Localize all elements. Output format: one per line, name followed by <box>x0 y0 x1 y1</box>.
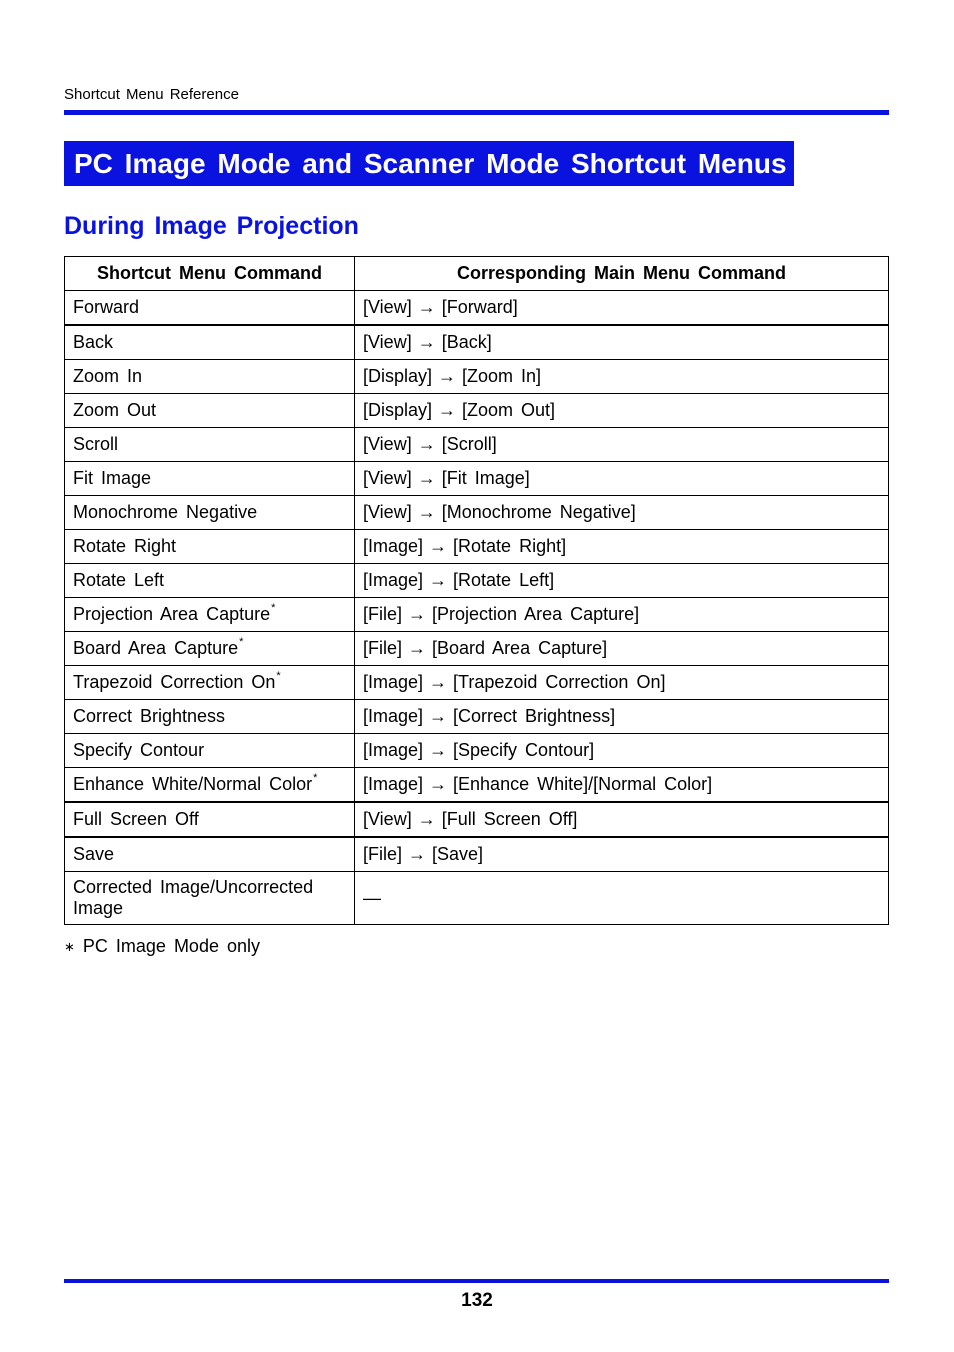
pc-mode-only-marker: * <box>313 772 318 784</box>
table-row <box>65 325 889 360</box>
main-menu-name: [Image] <box>363 774 424 794</box>
main-menu-item: [Zoom Out] <box>462 400 556 420</box>
main-menu-command-cell <box>355 802 889 837</box>
main-menu-name: [Image] <box>363 570 424 590</box>
main-menu-item: [Fit Image] <box>441 468 530 488</box>
right-arrow-icon: → <box>417 434 436 454</box>
section-title: During Image Projection <box>64 212 359 240</box>
right-arrow-icon: → <box>417 809 436 829</box>
table-row <box>65 564 889 598</box>
main-menu-command-cell <box>355 564 889 598</box>
main-menu-command-cell <box>355 325 889 360</box>
table-row <box>65 394 889 428</box>
shortcut-command-label: Fit Image <box>73 468 152 488</box>
right-arrow-icon: → <box>417 468 436 488</box>
shortcut-command-cell <box>65 837 355 872</box>
main-menu-name: [View] <box>363 332 412 352</box>
chapter-title: PC Image Mode and Scanner Mode Shortcut Menus <box>64 141 794 186</box>
shortcut-command-label: Monochrome Negative <box>73 502 258 522</box>
shortcut-command-label: Rotate Right <box>73 536 177 556</box>
shortcut-command-cell <box>65 462 355 496</box>
shortcut-command-label: Enhance White/Normal Color <box>73 774 313 794</box>
shortcut-command-label: Projection Area Capture <box>73 604 271 624</box>
footnote-text: PC Image Mode only <box>82 936 260 956</box>
shortcut-command-cell <box>65 394 355 428</box>
main-menu-item: [Specify Contour] <box>453 740 595 760</box>
table-row <box>65 360 889 394</box>
footnote <box>64 936 260 957</box>
shortcut-command-label: Trapezoid Correction On <box>73 672 276 692</box>
right-arrow-icon: → <box>429 774 448 794</box>
main-menu-name: [View] <box>363 434 412 454</box>
no-equivalent-dash: — <box>363 887 381 908</box>
shortcut-command-cell <box>65 564 355 598</box>
shortcut-command-cell <box>65 768 355 803</box>
table-row <box>65 666 889 700</box>
main-menu-item: [Full Screen Off] <box>441 809 578 829</box>
shortcut-command-cell <box>65 632 355 666</box>
shortcut-command-label: Full Screen Off <box>73 809 199 829</box>
right-arrow-icon: → <box>429 536 448 556</box>
shortcut-command-cell <box>65 666 355 700</box>
main-menu-item: [Scroll] <box>441 434 497 454</box>
shortcut-command-cell <box>65 598 355 632</box>
main-menu-command-cell <box>355 768 889 803</box>
main-menu-item: [Trapezoid Correction On] <box>453 672 666 692</box>
column-header-shortcut: Shortcut Menu Command <box>65 257 355 291</box>
page-number: 132 <box>461 1290 493 1311</box>
shortcut-command-label: Back <box>73 332 114 352</box>
table-row <box>65 530 889 564</box>
shortcut-command-label: Correct Brightness <box>73 706 226 726</box>
footer-rule <box>64 1279 889 1283</box>
table-row <box>65 598 889 632</box>
main-menu-name: [View] <box>363 809 412 829</box>
main-menu-item: [Correct Brightness] <box>453 706 616 726</box>
main-menu-name: [View] <box>363 468 412 488</box>
table-header-row <box>65 257 889 291</box>
main-menu-name: [Image] <box>363 672 424 692</box>
header-rule <box>64 110 889 115</box>
table-row <box>65 462 889 496</box>
main-menu-item: [Rotate Left] <box>453 570 555 590</box>
main-menu-name: [File] <box>363 844 403 864</box>
main-menu-command-cell <box>355 360 889 394</box>
shortcut-command-table <box>64 256 889 925</box>
shortcut-command-label: Save <box>73 844 115 864</box>
right-arrow-icon: → <box>417 502 436 522</box>
right-arrow-icon: → <box>408 604 427 624</box>
right-arrow-icon: → <box>429 570 448 590</box>
main-menu-item: [Save] <box>432 844 484 864</box>
main-menu-item: [Zoom In] <box>462 366 542 386</box>
shortcut-command-cell <box>65 496 355 530</box>
pc-mode-only-marker: * <box>271 602 276 614</box>
main-menu-command-cell <box>355 872 889 925</box>
shortcut-command-cell <box>65 428 355 462</box>
main-menu-name: [Image] <box>363 536 424 556</box>
main-menu-item: [Enhance White]/[Normal Color] <box>453 774 713 794</box>
right-arrow-icon: → <box>429 672 448 692</box>
pc-mode-only-marker: * <box>239 636 244 648</box>
main-menu-command-cell <box>355 291 889 326</box>
shortcut-command-label: Board Area Capture <box>73 638 239 658</box>
table-row <box>65 802 889 837</box>
main-menu-command-cell <box>355 837 889 872</box>
table-row <box>65 632 889 666</box>
right-arrow-icon: → <box>408 844 427 864</box>
main-menu-name: [View] <box>363 297 412 317</box>
main-menu-command-cell <box>355 462 889 496</box>
main-menu-name: [Display] <box>363 366 433 386</box>
right-arrow-icon: → <box>438 400 457 420</box>
main-menu-command-cell <box>355 666 889 700</box>
shortcut-command-cell <box>65 325 355 360</box>
right-arrow-icon: → <box>429 740 448 760</box>
table-row <box>65 700 889 734</box>
shortcut-command-label: Rotate Left <box>73 570 165 590</box>
main-menu-name: [Image] <box>363 706 424 726</box>
main-menu-item: [Back] <box>441 332 492 352</box>
shortcut-command-label: Forward <box>73 297 140 317</box>
shortcut-command-label: Corrected Image/Uncorrected <box>73 877 314 897</box>
table-row <box>65 768 889 803</box>
main-menu-item: [Board Area Capture] <box>432 638 608 658</box>
table-row <box>65 837 889 872</box>
main-menu-name: [File] <box>363 604 403 624</box>
main-menu-item: [Rotate Right] <box>453 536 567 556</box>
main-menu-item: [Projection Area Capture] <box>432 604 640 624</box>
main-menu-name: [Display] <box>363 400 433 420</box>
main-menu-command-cell <box>355 394 889 428</box>
main-menu-name: [File] <box>363 638 403 658</box>
shortcut-command-label: Zoom Out <box>73 400 157 420</box>
right-arrow-icon: → <box>438 366 457 386</box>
shortcut-command-label-continued: Image <box>73 898 124 918</box>
shortcut-command-cell <box>65 291 355 326</box>
right-arrow-icon: → <box>417 297 436 317</box>
table-row <box>65 734 889 768</box>
main-menu-command-cell <box>355 598 889 632</box>
shortcut-command-cell <box>65 734 355 768</box>
main-menu-command-cell <box>355 700 889 734</box>
main-menu-item: [Forward] <box>441 297 518 317</box>
main-menu-name: [Image] <box>363 740 424 760</box>
main-menu-command-cell <box>355 496 889 530</box>
table-row <box>65 291 889 326</box>
right-arrow-icon: → <box>429 706 448 726</box>
pc-mode-only-marker: * <box>276 670 281 682</box>
shortcut-command-label: Scroll <box>73 434 119 454</box>
main-menu-name: [View] <box>363 502 412 522</box>
shortcut-command-cell <box>65 360 355 394</box>
shortcut-command-cell <box>65 872 355 925</box>
table-row <box>65 428 889 462</box>
main-menu-command-cell <box>355 734 889 768</box>
running-header: Shortcut Menu Reference <box>64 86 239 103</box>
main-menu-command-cell <box>355 428 889 462</box>
main-menu-command-cell <box>355 632 889 666</box>
shortcut-command-cell <box>65 530 355 564</box>
shortcut-command-label: Specify Contour <box>73 740 205 760</box>
main-menu-item: [Monochrome Negative] <box>441 502 636 522</box>
shortcut-command-label: Zoom In <box>73 366 143 386</box>
main-menu-command-cell <box>355 530 889 564</box>
shortcut-command-cell <box>65 802 355 837</box>
right-arrow-icon: → <box>408 638 427 658</box>
footnote-mark: ∗ <box>64 939 75 954</box>
table-row <box>65 872 889 925</box>
column-header-main-menu: Corresponding Main Menu Command <box>355 257 889 291</box>
shortcut-command-cell <box>65 700 355 734</box>
table-row <box>65 496 889 530</box>
right-arrow-icon: → <box>417 332 436 352</box>
